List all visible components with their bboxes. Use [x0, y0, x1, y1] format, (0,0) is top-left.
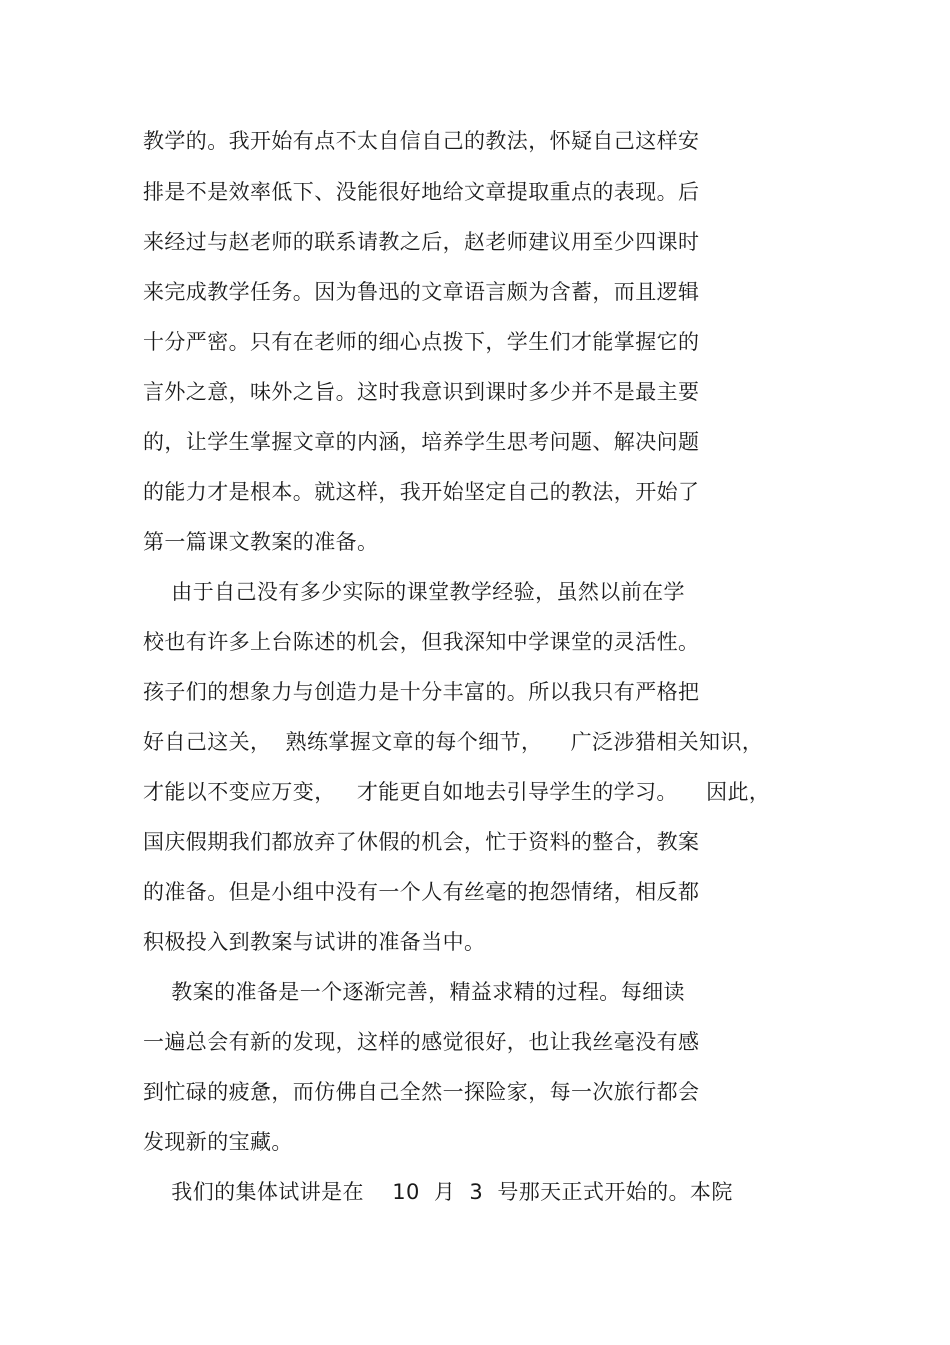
text-line: 教案的准备是一个逐渐完善，精益求精的过程。每细读	[143, 980, 685, 1004]
text-line: 孩子们的想象力与创造力是十分丰富的。所以我只有严格把	[143, 680, 700, 704]
text-line: 我们的集体试讲是在 10 月 3 号那天正式开始的。本院	[143, 1180, 733, 1204]
text-line: 国庆假期我们都放弃了休假的机会，忙于资料的整合，教案	[143, 830, 700, 854]
text-line: 排是不是效率低下、没能很好地给文章提取重点的表现。后	[143, 180, 700, 204]
text-line: 的，让学生掌握文章的内涵，培养学生思考问题、解决问题	[143, 430, 700, 454]
text-line: 才能以不变应万变， 才能更自如地去引导学生的学习。 因此，	[143, 780, 771, 804]
text-line: 来完成教学任务。因为鲁迅的文章语言颇为含蓄，而且逻辑	[143, 280, 700, 304]
text-line: 到忙碌的疲惫，而仿佛自己全然一探险家，每一次旅行都会	[143, 1080, 700, 1104]
text-line: 发现新的宝藏。	[143, 1130, 293, 1154]
text-line: 的能力才是根本。就这样，我开始坚定自己的教法，开始了	[143, 480, 700, 504]
text-line: 一遍总会有新的发现，这样的感觉很好，也让我丝毫没有感	[143, 1030, 700, 1054]
text-line: 第一篇课文教案的准备。	[143, 530, 379, 554]
text-line: 言外之意，味外之旨。这时我意识到课时多少并不是最主要	[143, 380, 700, 404]
text-line: 来经过与赵老师的联系请教之后，赵老师建议用至少四课时	[143, 230, 700, 254]
text-line: 积极投入到教案与试讲的准备当中。	[143, 930, 486, 954]
text-line: 由于自己没有多少实际的课堂教学经验，虽然以前在学	[143, 580, 685, 604]
text-line: 十分严密。只有在老师的细心点拨下，学生们才能掌握它的	[143, 330, 700, 354]
text-line: 好自己这关， 熟练掌握文章的每个细节， 广泛涉猎相关知识，	[143, 730, 764, 754]
text-line: 教学的。我开始有点不太自信自己的教法，怀疑自己这样安	[143, 129, 700, 153]
text-line: 的准备。但是小组中没有一个人有丝毫的抱怨情绪，相反都	[143, 880, 700, 904]
text-line: 校也有许多上台陈述的机会，但我深知中学课堂的灵活性。	[143, 630, 700, 654]
